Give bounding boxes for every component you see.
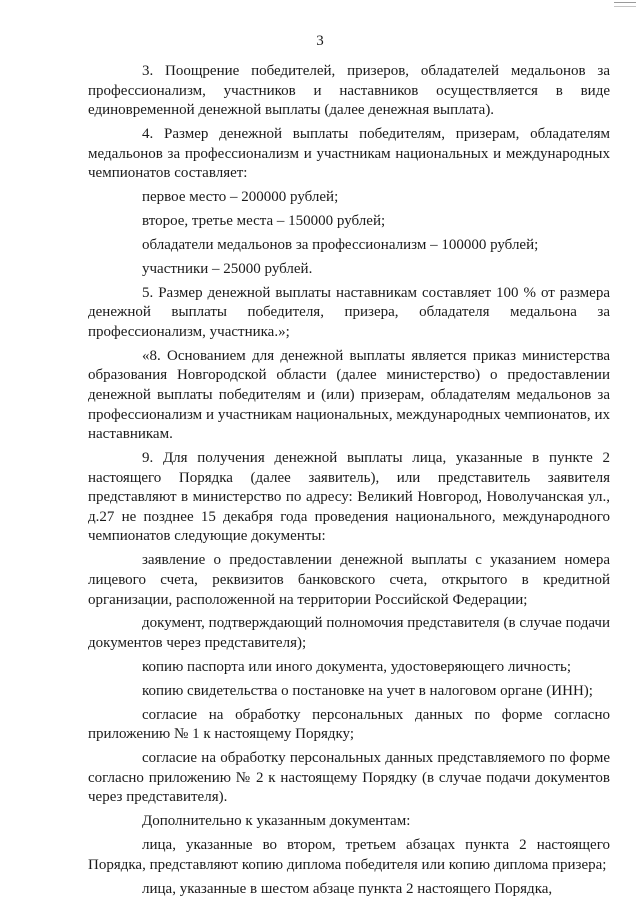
doc-item-application: заявление о предоставлении денежной выплаты с указанием номера лицевого счета, реквизитов банковского счета, открытого в кредитной организации, расположенной на территории Российской Федерации; (88, 552, 610, 608)
document-body (88, 62, 610, 899)
list-item-medallion-holders: обладатели медальонов за профессионализм – 100000 рублей; (142, 236, 539, 253)
doc-item-power-of-attorney: документ, подтверждающий полномочия представителя (в случае подачи документов через представителя); (88, 615, 610, 651)
additional-docs-diploma: лица, указанные во втором, третьем абзацах пункта 2 настоящего Порядка, представляют копию диплома победителя или копию диплома призера; (88, 837, 610, 873)
doc-item-consent-2: согласие на обработку персональных данных представляемого по форме согласно приложению № 2 к настоящему Порядку (в случае подачи документов через представителя). (88, 750, 610, 806)
doc-item-passport: копию паспорта или иного документа, удостоверяющего личность; (142, 658, 572, 675)
additional-docs-intro: Дополнительно к указанным документам: (142, 813, 411, 830)
paragraph-4-intro: 4. Размер денежной выплаты победителям, призерам, обладателям медальонов за профессионализм и участникам национальных и международных чемпионатов составляет: (88, 126, 610, 182)
list-item-first-place: первое место – 200000 рублей; (142, 189, 339, 206)
page-number: 3 (316, 33, 324, 49)
paragraph-5: 5. Размер денежной выплаты наставникам составляет 100 % от размера денежной выплаты победителя, призера, обладателя медальона за профессионализм, участника.»; (88, 284, 610, 340)
paragraph-8: «8. Основанием для денежной выплаты является приказ министерства образования Новгородской области (далее министерство) о предоставлении денежной выплаты победителям и (или) призерам, обладателям медальонов за профессионализм и участникам национальных, международных чемпионатов, их наставникам. (88, 347, 610, 443)
paragraph-9: 9. Для получения денежной выплаты лица, указанные в пункте 2 настоящего Порядка (далее заявитель), или представитель заявителя представляют в министерство по адресу: Великий Новгород, Новолучанская ул., д.27 не позднее 15 декабря года проведения национального, международного чемпионатов следующие документы: (88, 450, 610, 545)
list-item-participants: участники – 25000 рублей. (142, 260, 313, 277)
scan-corner-mark (614, 2, 636, 7)
doc-item-consent-1: согласие на обработку персональных данных по форме согласно приложению № 1 к настоящему Порядку; (88, 706, 610, 743)
doc-item-inn: копию свидетельства о постановке на учет в налоговом органе (ИНН); (142, 682, 593, 699)
additional-docs-sixth-paragraph: лица, указанные в шестом абзаце пункта 2 настоящего Порядка, (142, 880, 553, 897)
paragraph-3-intro: 3. Поощрение победителей, призеров, обладателей медальонов за профессионализм, участников и наставников осуществляется в виде единовременной денежной выплаты (далее денежная выплата). (88, 63, 610, 119)
list-item-second-third-place: второе, третье места – 150000 рублей; (142, 213, 386, 230)
